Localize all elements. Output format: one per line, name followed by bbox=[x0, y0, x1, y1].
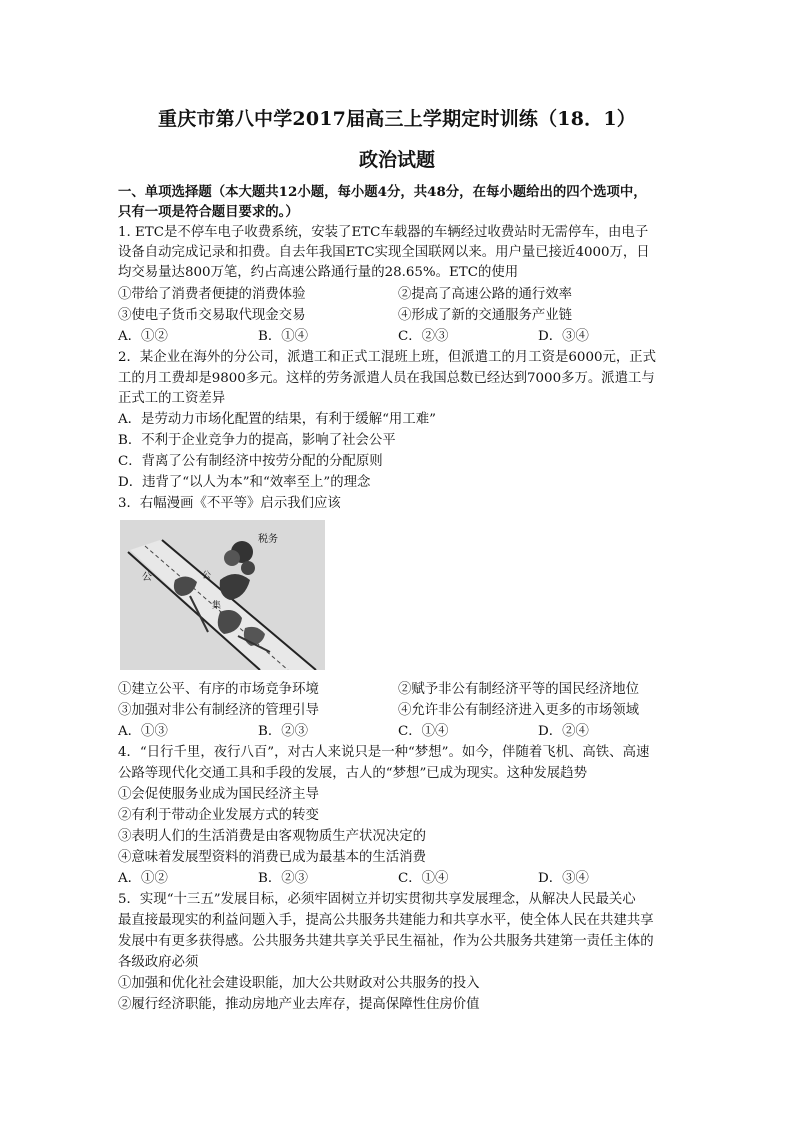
q3-option-c: C．①④ bbox=[398, 724, 449, 739]
q4-item: ④意味着发展型资料的消费已成为最基本的生活消费 bbox=[118, 850, 426, 865]
subject-title: 政治试题 bbox=[358, 149, 435, 171]
cartoon-label-public-left: 公 bbox=[142, 572, 152, 583]
q3-item: ③加强对非公有制经济的管理引导 bbox=[118, 703, 319, 718]
q3-item: ①建立公平、有序的市场竞争环境 bbox=[118, 682, 319, 697]
q4-option-a: A．①② bbox=[118, 871, 168, 886]
q3-option-a: A．①③ bbox=[118, 724, 168, 739]
q2-stem: 2．某企业在海外的分公司，派遣工和正式工混班上班，但派遣工的月工资是6000元，正式 bbox=[118, 350, 657, 365]
q5-stem: 5．实现“十三五”发展目标，必须牢固树立并切实贯彻共享发展理念，从解决人民最关心 bbox=[118, 892, 636, 907]
section-heading-cont: 只有一项是符合题目要求的。） bbox=[118, 204, 299, 220]
q4-option-b: B．②③ bbox=[258, 871, 309, 886]
q1-option-a: A．①② bbox=[118, 329, 168, 344]
q1-stem: 1. ETC是不停车电子收费系统，安装了ETC车载器的车辆经过收费站时无需停车，由电子 bbox=[118, 225, 649, 240]
q1-item: ③使电子货币交易取代现金交易 bbox=[118, 308, 306, 323]
cartoon-label-public-mid: 公 bbox=[202, 571, 212, 581]
q2-choice-c: C．背离了公有制经济中按劳分配的分配原则 bbox=[118, 454, 383, 469]
q1-option-b: B．①④ bbox=[258, 329, 309, 344]
q5-item: ②履行经济职能，推动房地产业去库存，提高保障性住房价值 bbox=[118, 997, 480, 1012]
q1-stem: 均交易量达800万笔，约占高速公路通行量的28.65%。ETC的使用 bbox=[118, 265, 519, 280]
q4-item: ②有利于带动企业发展方式的转变 bbox=[118, 808, 319, 823]
q5-stem: 各级政府必须 bbox=[118, 955, 199, 970]
q4-item: ①会促使服务业成为国民经济主导 bbox=[118, 787, 319, 802]
q1-item: ①带给了消费者便捷的消费体验 bbox=[118, 287, 306, 302]
q1-option-d: D．③④ bbox=[538, 329, 589, 344]
q3-option-b: B．②③ bbox=[258, 724, 309, 739]
q1-stem: 设备自动完成记录和扣费。自去年我国ETC实现全国联网以来。用户量已接近4000万，日 bbox=[118, 245, 650, 260]
q2-choice-a: A．是劳动力市场化配置的结果，有利于缓解“用工难” bbox=[118, 412, 436, 427]
q3-item: ④允许非公有制经济进入更多的市场领域 bbox=[398, 703, 640, 718]
q4-stem: 公路等现代化交通工具和手段的发展，古人的“梦想”已成为现实。这种发展趋势 bbox=[118, 766, 587, 781]
q5-stem: 最直接最现实的利益问题入手，提高公共服务共建能力和共享水平，使全体人民在共建共享 bbox=[118, 913, 654, 928]
cartoon-label-tax: 税务 bbox=[258, 534, 278, 545]
q5-stem: 发展中有更多获得感。公共服务共建共享关乎民生福祉，作为公共服务共建第一责任主体的 bbox=[118, 934, 654, 949]
q3-stem: 3．右幅漫画《不平等》启示我们应该 bbox=[118, 496, 341, 511]
q4-option-d: D．③④ bbox=[538, 871, 589, 886]
q1-item: ④形成了新的交通服务产业链 bbox=[398, 308, 573, 323]
q1-option-c: C．②③ bbox=[398, 329, 449, 344]
q4-option-c: C．①④ bbox=[398, 871, 449, 886]
q2-choice-b: B．不利于企业竞争力的提高，影响了社会公平 bbox=[118, 433, 396, 448]
q4-item: ③表明人们的生活消费是由客观物质生产状况决定的 bbox=[118, 829, 426, 844]
q2-stem: 工的月工费却是9800多元。这样的劳务派遣人员在我国总数已经达到7000多万。派遣工与 bbox=[118, 371, 655, 386]
q2-choice-d: D．违背了“以人为本”和“效率至上”的理念 bbox=[118, 475, 371, 490]
q5-item: ①加强和优化社会建设职能，加大公共财政对公共服务的投入 bbox=[118, 976, 480, 991]
exam-title: 重庆市第八中学2017届高三上学期定时训练（18．1） bbox=[158, 108, 636, 130]
q3-option-d: D．②④ bbox=[538, 724, 589, 739]
q2-stem: 正式工的工资差异 bbox=[118, 391, 226, 406]
inequality-cartoon bbox=[120, 520, 325, 670]
cartoon-label-collective: 集 bbox=[212, 601, 222, 611]
section-heading: 一、单项选择题（本大题共12小题，每小题4分，共48分，在每小题给出的四个选项中， bbox=[118, 184, 647, 200]
q1-item: ②提高了高速公路的通行效率 bbox=[398, 287, 573, 302]
q4-stem: 4．“日行千里，夜行八百”，对古人来说只是一种“梦想”。如今，伴随着飞机、高铁、高速 bbox=[118, 745, 650, 760]
q3-item: ②赋予非公有制经济平等的国民经济地位 bbox=[398, 682, 640, 697]
